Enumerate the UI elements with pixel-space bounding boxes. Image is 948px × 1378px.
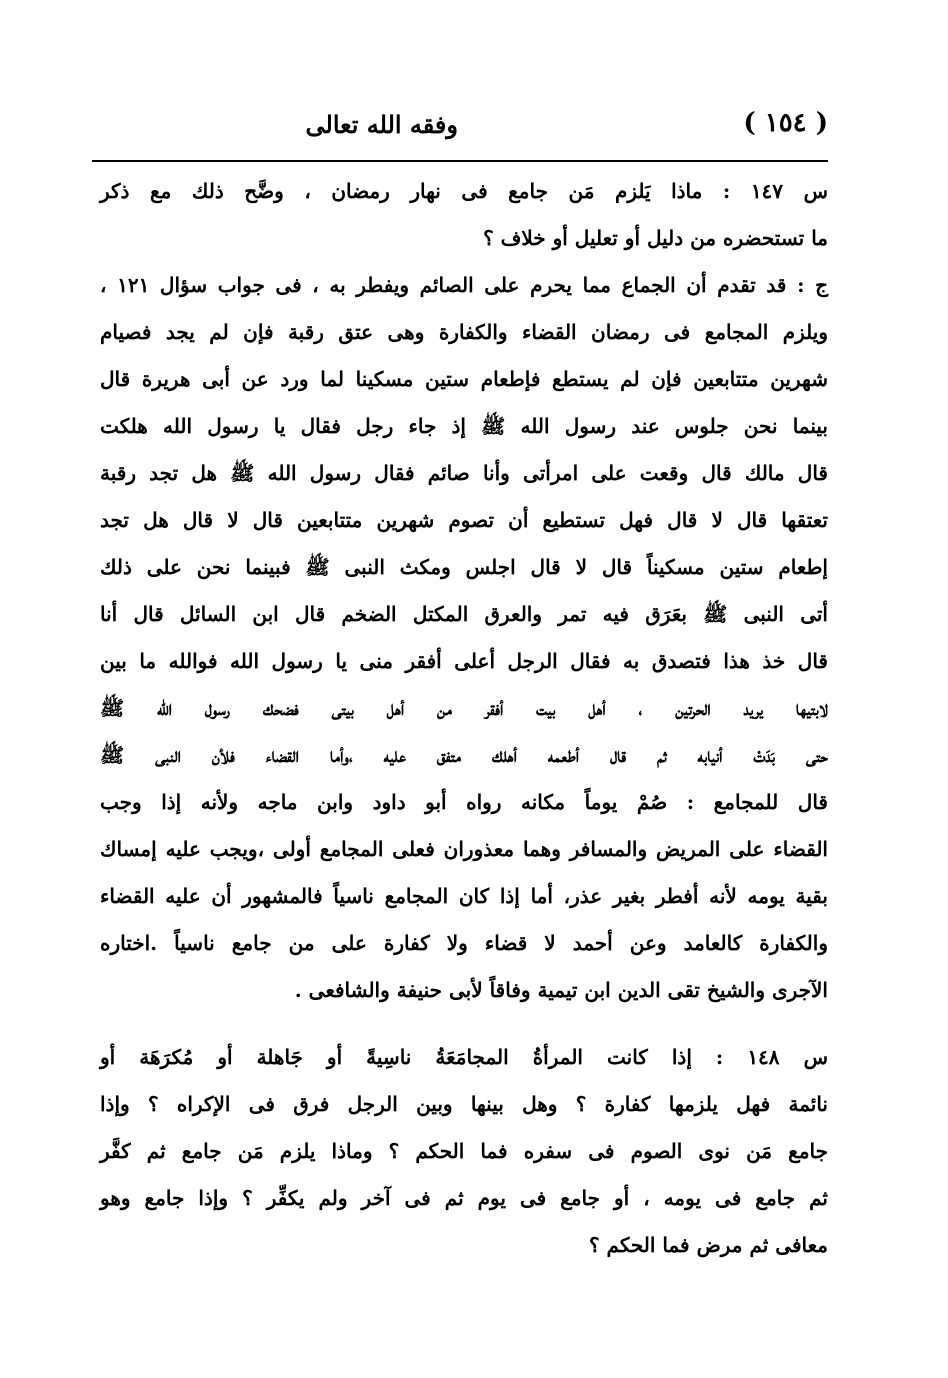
text-line: أتى النبى ﷺ بعَرَق فيه تمر والعرق المكتل الضخم قال ابن السائل قال أنا (100, 602, 828, 626)
page-body (100, 168, 828, 1269)
text-line: تعتقها قال لا قال فهل تستطيع أن تصوم شهرين متتابعين قال لا قال هل تجد (100, 508, 828, 532)
text-line: والكفارة كالعامد وعن أحمد لا قضاء ولا كفارة على من جامع ناسياً .اختاره (100, 931, 828, 955)
answer-147 (100, 262, 828, 1014)
running-title: وفقه الله تعالى (305, 110, 458, 139)
text-line: نائمة فهل يلزمها كفارة ؟ وهل بينها وبين الرجل فرق فى الإكراه ؟ وإذا (100, 1092, 828, 1116)
header-rule (92, 160, 828, 162)
text-line: ما تستحضره من دليل أو تعليل أو خلاف ؟ (483, 226, 828, 250)
text-line: حتى بَدَتْ أنيابه ثم قال أطعمه أهلك متفق عليه ،وأما القضاء فلأن النبى ﷺ (100, 743, 828, 767)
text-line: بينما نحن جلوس عند رسول الله ﷺ إذ جاء رجل فقال يا رسول الله هلكت (100, 414, 828, 438)
text-line: س ١٤٧ : ماذا يَلزم مَن جامع فى نهار رمضان ، وضَّح ذلك مع ذكر (100, 179, 828, 203)
text-line: معافى ثم مرض فما الحكم ؟ (588, 1233, 828, 1257)
text-line: إطعام ستين مسكيناً قال لا قال اجلس ومكث النبى ﷺ فبينما نحن على ذلك (100, 555, 828, 579)
text-line: ويلزم المجامع فى رمضان القضاء والكفارة وهى عتق رقبة فإن لم يجد فصيام (100, 320, 828, 344)
paragraph-gap (100, 1014, 828, 1034)
text-line: ج : قد تقدم أن الجماع مما يحرم على الصائم ويفطر به ، فى جواب سؤال ١٢١ ، (100, 273, 828, 297)
text-line: قال للمجامع : صُمْ يوماً مكانه رواه أبو داود وابن ماجه ولأنه إذا وجب (100, 790, 828, 814)
text-line: قال خذ هذا فتصدق به فقال الرجل أعلى أفقر منى يا رسول الله فوالله ما بين (100, 649, 828, 673)
text-line: الآجرى والشيخ تقى الدين ابن تيمية وفاقاً لأبى حنيفة والشافعى . (294, 978, 828, 1002)
page-header (90, 108, 828, 152)
text-line: القضاء على المريض والمسافر وهما معذوران فعلى المجامع أولى ،ويجب عليه إمساك (100, 837, 828, 861)
text-line: شهرين متتابعين فإن لم يستطع فإطعام ستين مسكينا لما ورد عن أبى هريرة قال (100, 367, 828, 391)
text-line: جامع مَن نوى الصوم فى سفره فما الحكم ؟ وماذا يلزم مَن جامع ثم كفَّر (100, 1139, 828, 1163)
text-line: ثم جامع فى يومه ، أو جامع فى يوم ثم فى آخر ولم يكفِّر ؟ وإذا جامع وهو (100, 1186, 828, 1210)
question-147 (100, 168, 828, 262)
text-line: س ١٤٨ : إذا كانت المرأةُ المجامَعَةُ ناسِيةً أو جَاهلة أو مُكرَهَة أو (100, 1045, 828, 1069)
text-line: بقية يومه لأنه أفطر بغير عذر، أما إذا كان المجامع ناسياً فالمشهور أن عليه القضاء (100, 884, 828, 908)
text-line: لابتيها يريد الحرتين ، أهل بيت أفقر من أهل بيتى فضحك رسول الله ﷺ (100, 696, 828, 720)
text-line: قال مالك قال وقعت على امرأتى وأنا صائم فقال رسول الله ﷺ هل تجد رقبة (100, 461, 828, 485)
question-148 (100, 1034, 828, 1269)
page-number: ( ١٥٤ ) (743, 108, 828, 138)
